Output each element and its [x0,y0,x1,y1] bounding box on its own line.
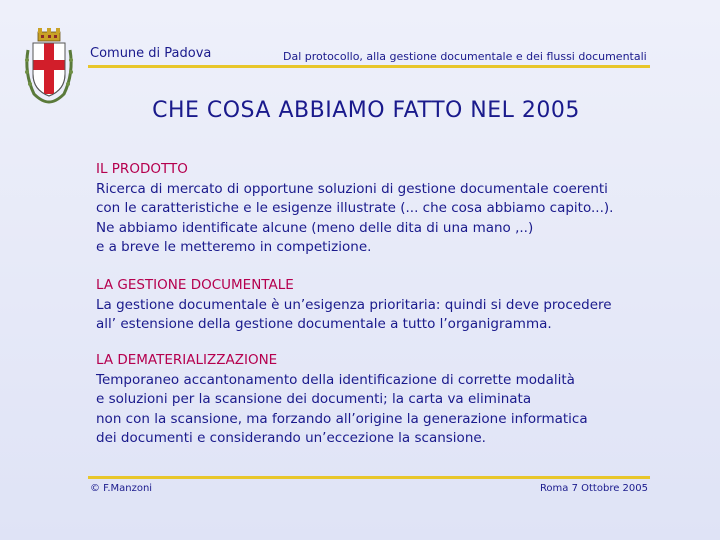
section-line: La gestione documentale è un’esigenza prioritaria: quindi si deve procedere [96,296,612,313]
slide-title: CHE COSA ABBIAMO FATTO NEL 2005 [152,98,580,123]
section-gestione-documentale [96,276,612,335]
section-heading: IL PRODOTTO [96,161,188,177]
header-subtitle: Dal protocollo, alla gestione documentale e dei flussi documentali [283,50,647,63]
footer-author: © F.Manzoni [90,483,153,494]
section-prodotto [96,160,613,258]
section-line: Ne abbiamo identificate alcune (meno delle dita di una mano ,..) [96,219,534,236]
section-line: dei documenti e considerando un’eccezione la scansione. [96,430,486,446]
organization-name: Comune di Padova [90,46,212,61]
section-line: Temporaneo accantonamento della identificazione di corrette modalità [96,371,575,388]
section-line: e a breve le metteremo in competizione. [96,239,372,255]
section-line: non con la scansione, ma forzando all’origine la generazione informatica [96,410,588,427]
section-line: e soluzioni per la scansione dei documenti; la carta va eliminata [96,391,532,407]
section-dematerializzazione [96,351,588,449]
section-line: con le caratteristiche e le esigenze illustrate (... che cosa abbiamo capito...). [96,200,614,216]
section-line: Ricerca di mercato di opportune soluzioni di gestione documentale coerenti [96,180,608,197]
section-line: all’ estensione della gestione documentale a tutto l’organigramma. [96,316,552,332]
footer-place-date: Roma 7 Ottobre 2005 [539,483,648,494]
header-divider [88,65,650,68]
section-heading: LA GESTIONE DOCUMENTALE [96,277,294,293]
section-heading: LA DEMATERIALIZZAZIONE [96,352,278,368]
padova-coat-of-arms-icon [22,28,76,106]
footer-divider [88,476,650,479]
